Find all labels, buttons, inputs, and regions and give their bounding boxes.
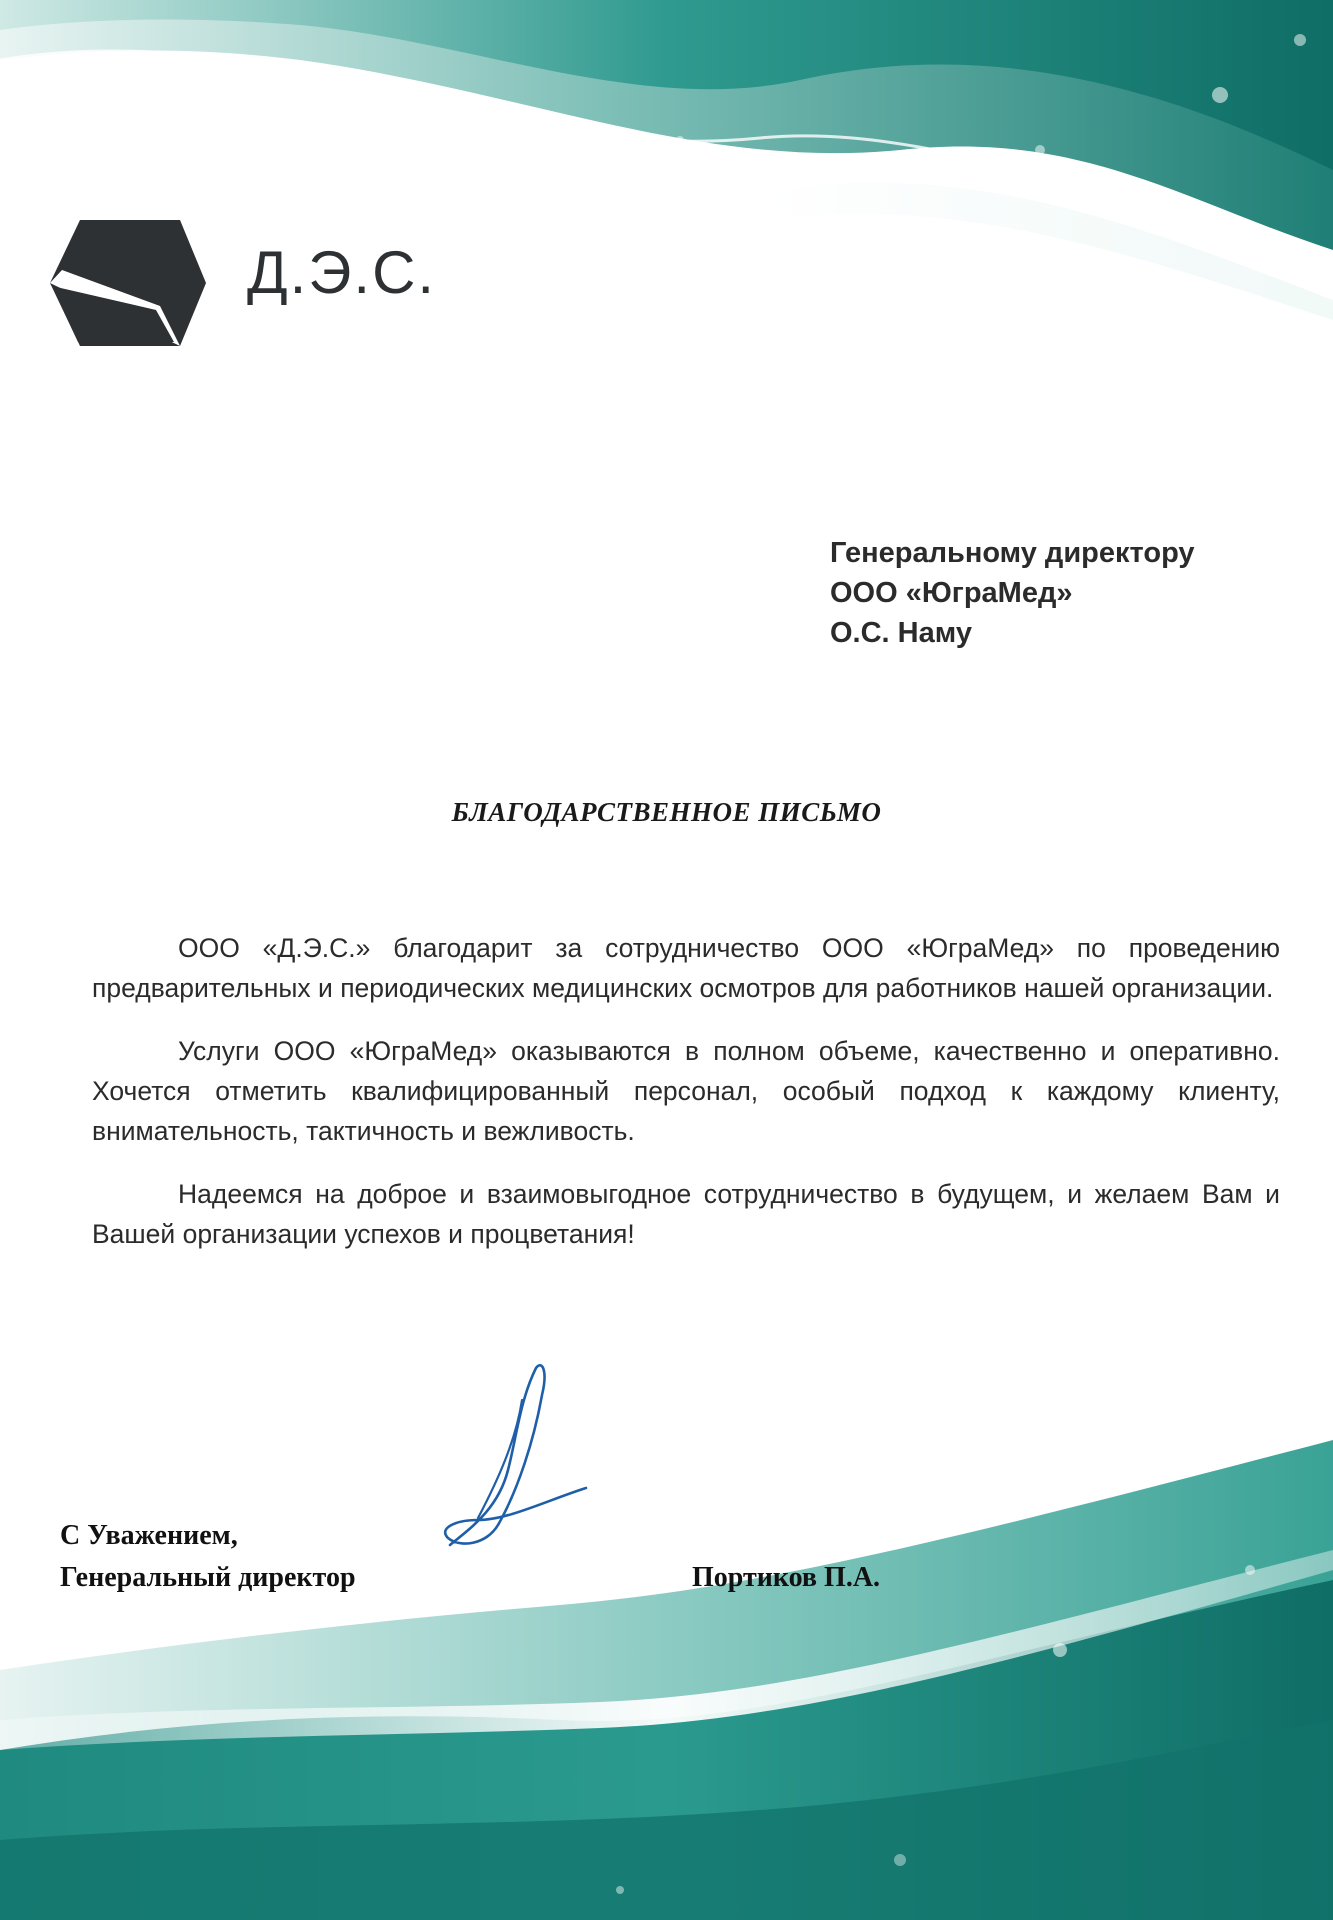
closing-block <box>60 1515 356 1599</box>
signer-name: Портиков П.А. <box>692 1562 881 1593</box>
addressee-name: О.С. Наму <box>830 617 972 649</box>
document-title: БЛАГОДАРСТВЕННОЕ ПИСЬМО <box>451 797 882 827</box>
addressee-position: Генеральному директору <box>830 537 1195 569</box>
bottom-wave-decoration <box>0 1420 1333 1920</box>
letter-body <box>92 928 1280 1277</box>
hexagon-cube-icon <box>48 218 208 348</box>
addressee-company: ООО «ЮграМед» <box>830 577 1073 609</box>
body-paragraph-1: ООО «Д.Э.С.» благодарит за сотрудничество ООО «ЮграМед» по проведению предварительных и периодических медицинских осмотров для работников нашей организации. <box>92 933 1280 1003</box>
company-logo-text: Д.Э.С. <box>247 239 437 306</box>
body-paragraph-3: Надеемся на доброе и взаимовыгодное сотрудничество в будущем, и желаем Вам и Вашей организации успехов и процветания! <box>92 1179 1280 1249</box>
handwritten-signature <box>438 1360 598 1550</box>
closing-regards: С Уважением, <box>60 1520 238 1551</box>
addressee-block <box>830 533 1195 653</box>
body-paragraph-2: Услуги ООО «ЮграМед» оказываются в полном объеме, качественно и оперативно. Хочется отметить квалифицированный персонал, особый подход к каждому клиенту, внимательность, тактичность и вежливость. <box>92 1036 1280 1146</box>
signer-position: Генеральный директор <box>60 1562 356 1593</box>
